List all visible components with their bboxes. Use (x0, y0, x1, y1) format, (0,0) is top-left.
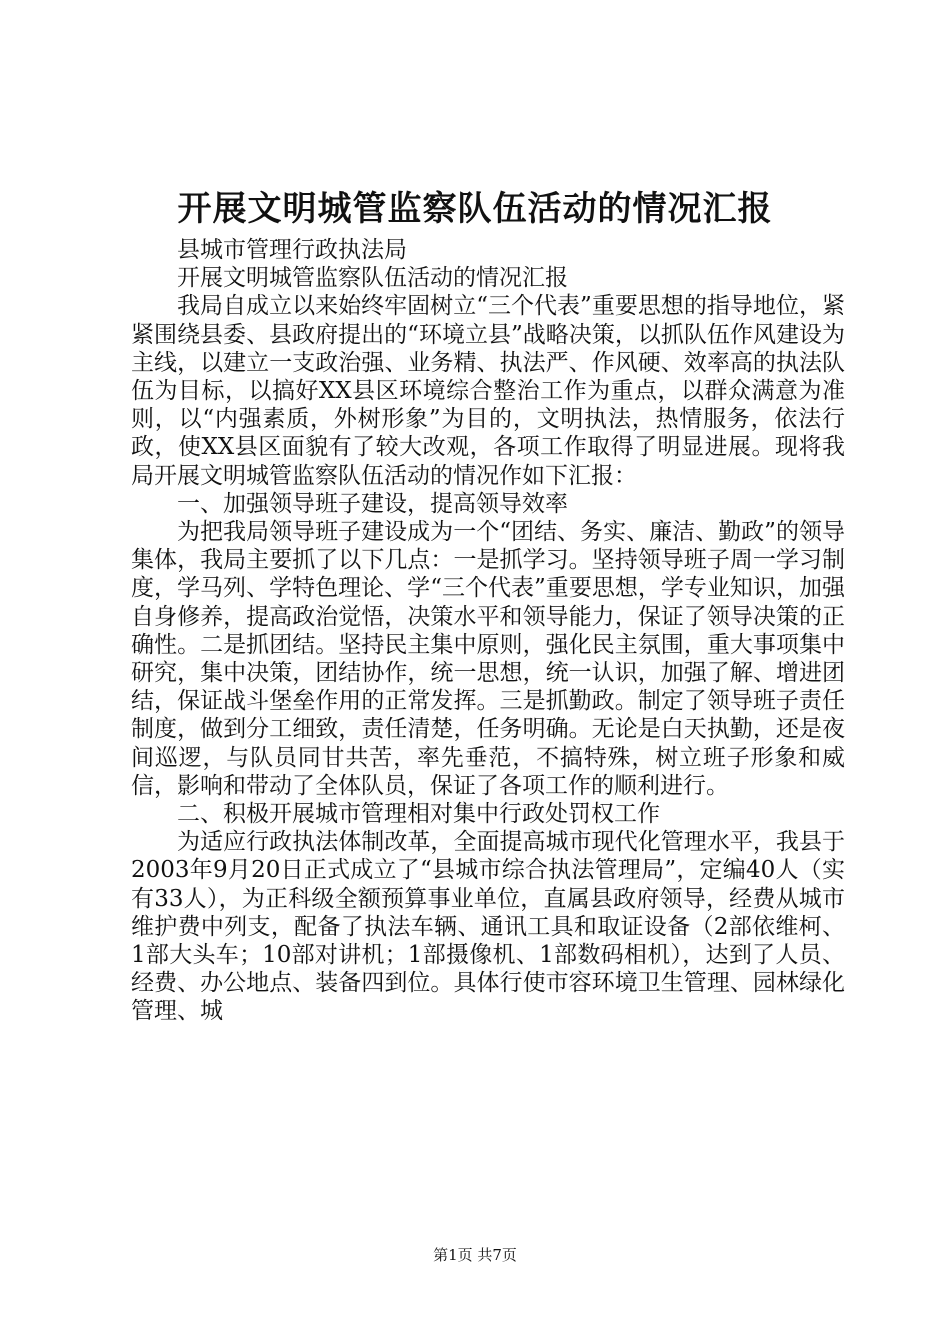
document-title: 开展文明城管监察队伍活动的情况汇报 (177, 189, 773, 229)
paragraph-section-1: 为把我局领导班子建设成为一个“团结、务实、廉洁、勤政”的领导集体，我局主要抓了以下几点：一是抓学习。坚持领导班子周一学习制度，学马列、学特色理论、学“三个代表”重要思想，学专业知识，加强自身修养，提高政治觉悟，决策水平和领导能力，保证了领导决策的正确性。二是抓团结。坚持民主集中原则，强化民主氛围，重大事项集中研究，集中决策，团结协作，统一思想，统一认识，加强了解、增进团结，保证战斗堡垒作用的正常发挥。三是抓勤政。制定了领导班子责任制度，做到分工细致，责任清楚，任务明确。无论是白天执勤，还是夜间巡逻，与队员同甘共苦，率先垂范，不搞特殊，树立班子形象和威信，影响和带动了全体队员，保证了各项工作的顺利进行。 (131, 519, 845, 799)
paragraph-issuer: 县城市管理行政执法局 (177, 237, 407, 263)
paragraph-subtitle: 开展文明城管监察队伍活动的情况汇报 (177, 265, 568, 292)
paragraph-intro: 我局自成立以来始终牢固树立“三个代表”重要思想的指导地位，紧紧围绕县委、县政府提出的“环境立县”战略决策，以抓队伍作风建设为主线，以建立一支政治强、业务精、执法严、作风硬、效率高的执法队伍为目标，以搞好XX县区环境综合整治工作为重点，以群众满意为准则，以“内强素质，外树形象”为目的，文明执法，热情服务，依法行政，使XX县区面貌有了较大改观，各项工作取得了明显进展。现将我局开展文明城管监察队伍活动的情况作如下汇报： (131, 293, 845, 489)
section-heading-2: 二、积极开展城市管理相对集中行政处罚权工作 (177, 801, 660, 828)
paragraph-section-2: 为适应行政执法体制改革，全面提高城市现代化管理水平，我县于2003年9月20日正式成立了“县城市综合执法管理局”，定编40人（实有33人），为正科级全额预算事业单位，直属县政府领导，经费从城市维护费中列支，配备了执法车辆、通讯工具和取证设备（2部依维柯、1部大头车；10部对讲机；1部摄像机、1部数码相机），达到了人员、经费、办公地点、装备四到位。具体行使市容环境卫生管理、园林绿化管理、城 (131, 829, 845, 1025)
document-body (131, 236, 845, 1026)
section-heading-1: 一、加强领导班子建设，提高领导效率 (177, 490, 568, 517)
page-number-footer: 第1页 共7页 (433, 1246, 517, 1264)
